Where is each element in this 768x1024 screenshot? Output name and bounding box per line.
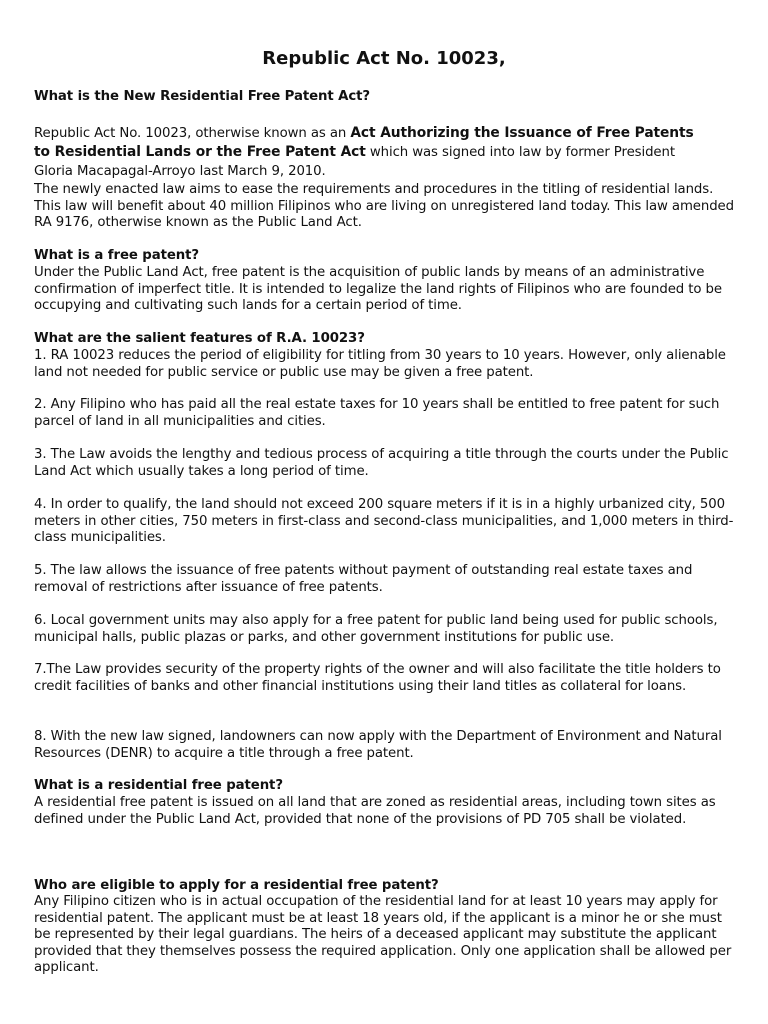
question-eligibility: Who are eligible to apply for a residential free patent? — [34, 878, 439, 893]
intro-paragraph — [34, 124, 734, 181]
question-salient-features: What are the salient features of R.A. 10023? — [34, 331, 365, 346]
feature-item-3: 3. The Law avoids the lengthy and tedious process of acquiring a title through the courts under the Public Land Act which usually takes a long period of time. — [34, 447, 729, 479]
free-patent-definition: Under the Public Land Act, free patent is the acquisition of public lands by means of an administrative confirmation of imperfect title. It is intended to legalize the land rights of Filipinos who are founded to be occupying and cultivating such lands for a certain period of time. — [34, 265, 722, 314]
question-new-residential-free-patent-act: What is the New Residential Free Patent Act? — [34, 89, 371, 104]
intro-bold-1: Act Authorizing the Issuance of Free Patents — [350, 125, 694, 141]
intro-text-1: Republic Act No. 10023, otherwise known as an — [34, 126, 351, 141]
document-title: Republic Act No. 10023, — [262, 48, 506, 69]
question-free-patent: What is a free patent? — [34, 248, 200, 263]
feature-item-1: 1. RA 10023 reduces the period of eligibility for titling from 30 years to 10 years. However, only alienable land not needed for public service or public use may be given a free patent. — [34, 348, 726, 380]
feature-item-7: 7.The Law provides security of the property rights of the owner and will also facilitate the title holders to credit facilities of banks and other financial institutions using their land titles as collateral for loans. — [34, 662, 721, 694]
law-purpose-paragraph: The newly enacted law aims to ease the requirements and procedures in the titling of residential lands. This law will benefit about 40 million Filipinos who are living on unregistered land today. This law amended RA 9176, otherwise known as the Public Land Act. — [34, 182, 734, 231]
eligibility-paragraph: Any Filipino citizen who is in actual occupation of the residential land for at least 10 years may apply for residential patent. The applicant must be at least 18 years old, if the applicant is a minor he or she must be represented by their legal guardians. The heirs of a deceased applicant may substitute the applicant provided that they themselves possess the required application. Only one application shall be allowed per applicant. — [34, 894, 732, 976]
intro-text-2: which was signed into law by former President — [365, 145, 675, 160]
residential-free-patent-definition: A residential free patent is issued on all land that are zoned as residential areas, including town sites as defined under the Public Land Act, provided that none of the provisions of PD 705 shall be violated. — [34, 795, 716, 827]
question-residential-free-patent: What is a residential free patent? — [34, 778, 283, 793]
feature-item-2: 2. Any Filipino who has paid all the real estate taxes for 10 years shall be entitled to free patent for such parcel of land in all municipalities and cities. — [34, 397, 720, 429]
intro-bold-2: to Residential Lands or the Free Patent Act — [34, 144, 366, 160]
feature-item-8: 8. With the new law signed, landowners can now apply with the Department of Environment and Natural Resources (DENR) to acquire a title through a free patent. — [34, 729, 722, 761]
feature-item-6: 6. Local government units may also apply for a free patent for public land being used for public schools, municipal halls, public plazas or parks, and other government institutions for public use. — [34, 613, 718, 645]
feature-item-5: 5. The law allows the issuance of free patents without payment of outstanding real estate taxes and removal of restrictions after issuance of free patents. — [34, 563, 693, 595]
feature-item-4: 4. In order to qualify, the land should not exceed 200 square meters if it is in a highly urbanized city, 500 meters in other cities, 750 meters in first-class and second-class municipalities, and 1,000 meters in third-class municipalities. — [34, 497, 734, 546]
intro-text-3: Gloria Macapagal-Arroyo last March 9, 2010. — [34, 164, 326, 179]
